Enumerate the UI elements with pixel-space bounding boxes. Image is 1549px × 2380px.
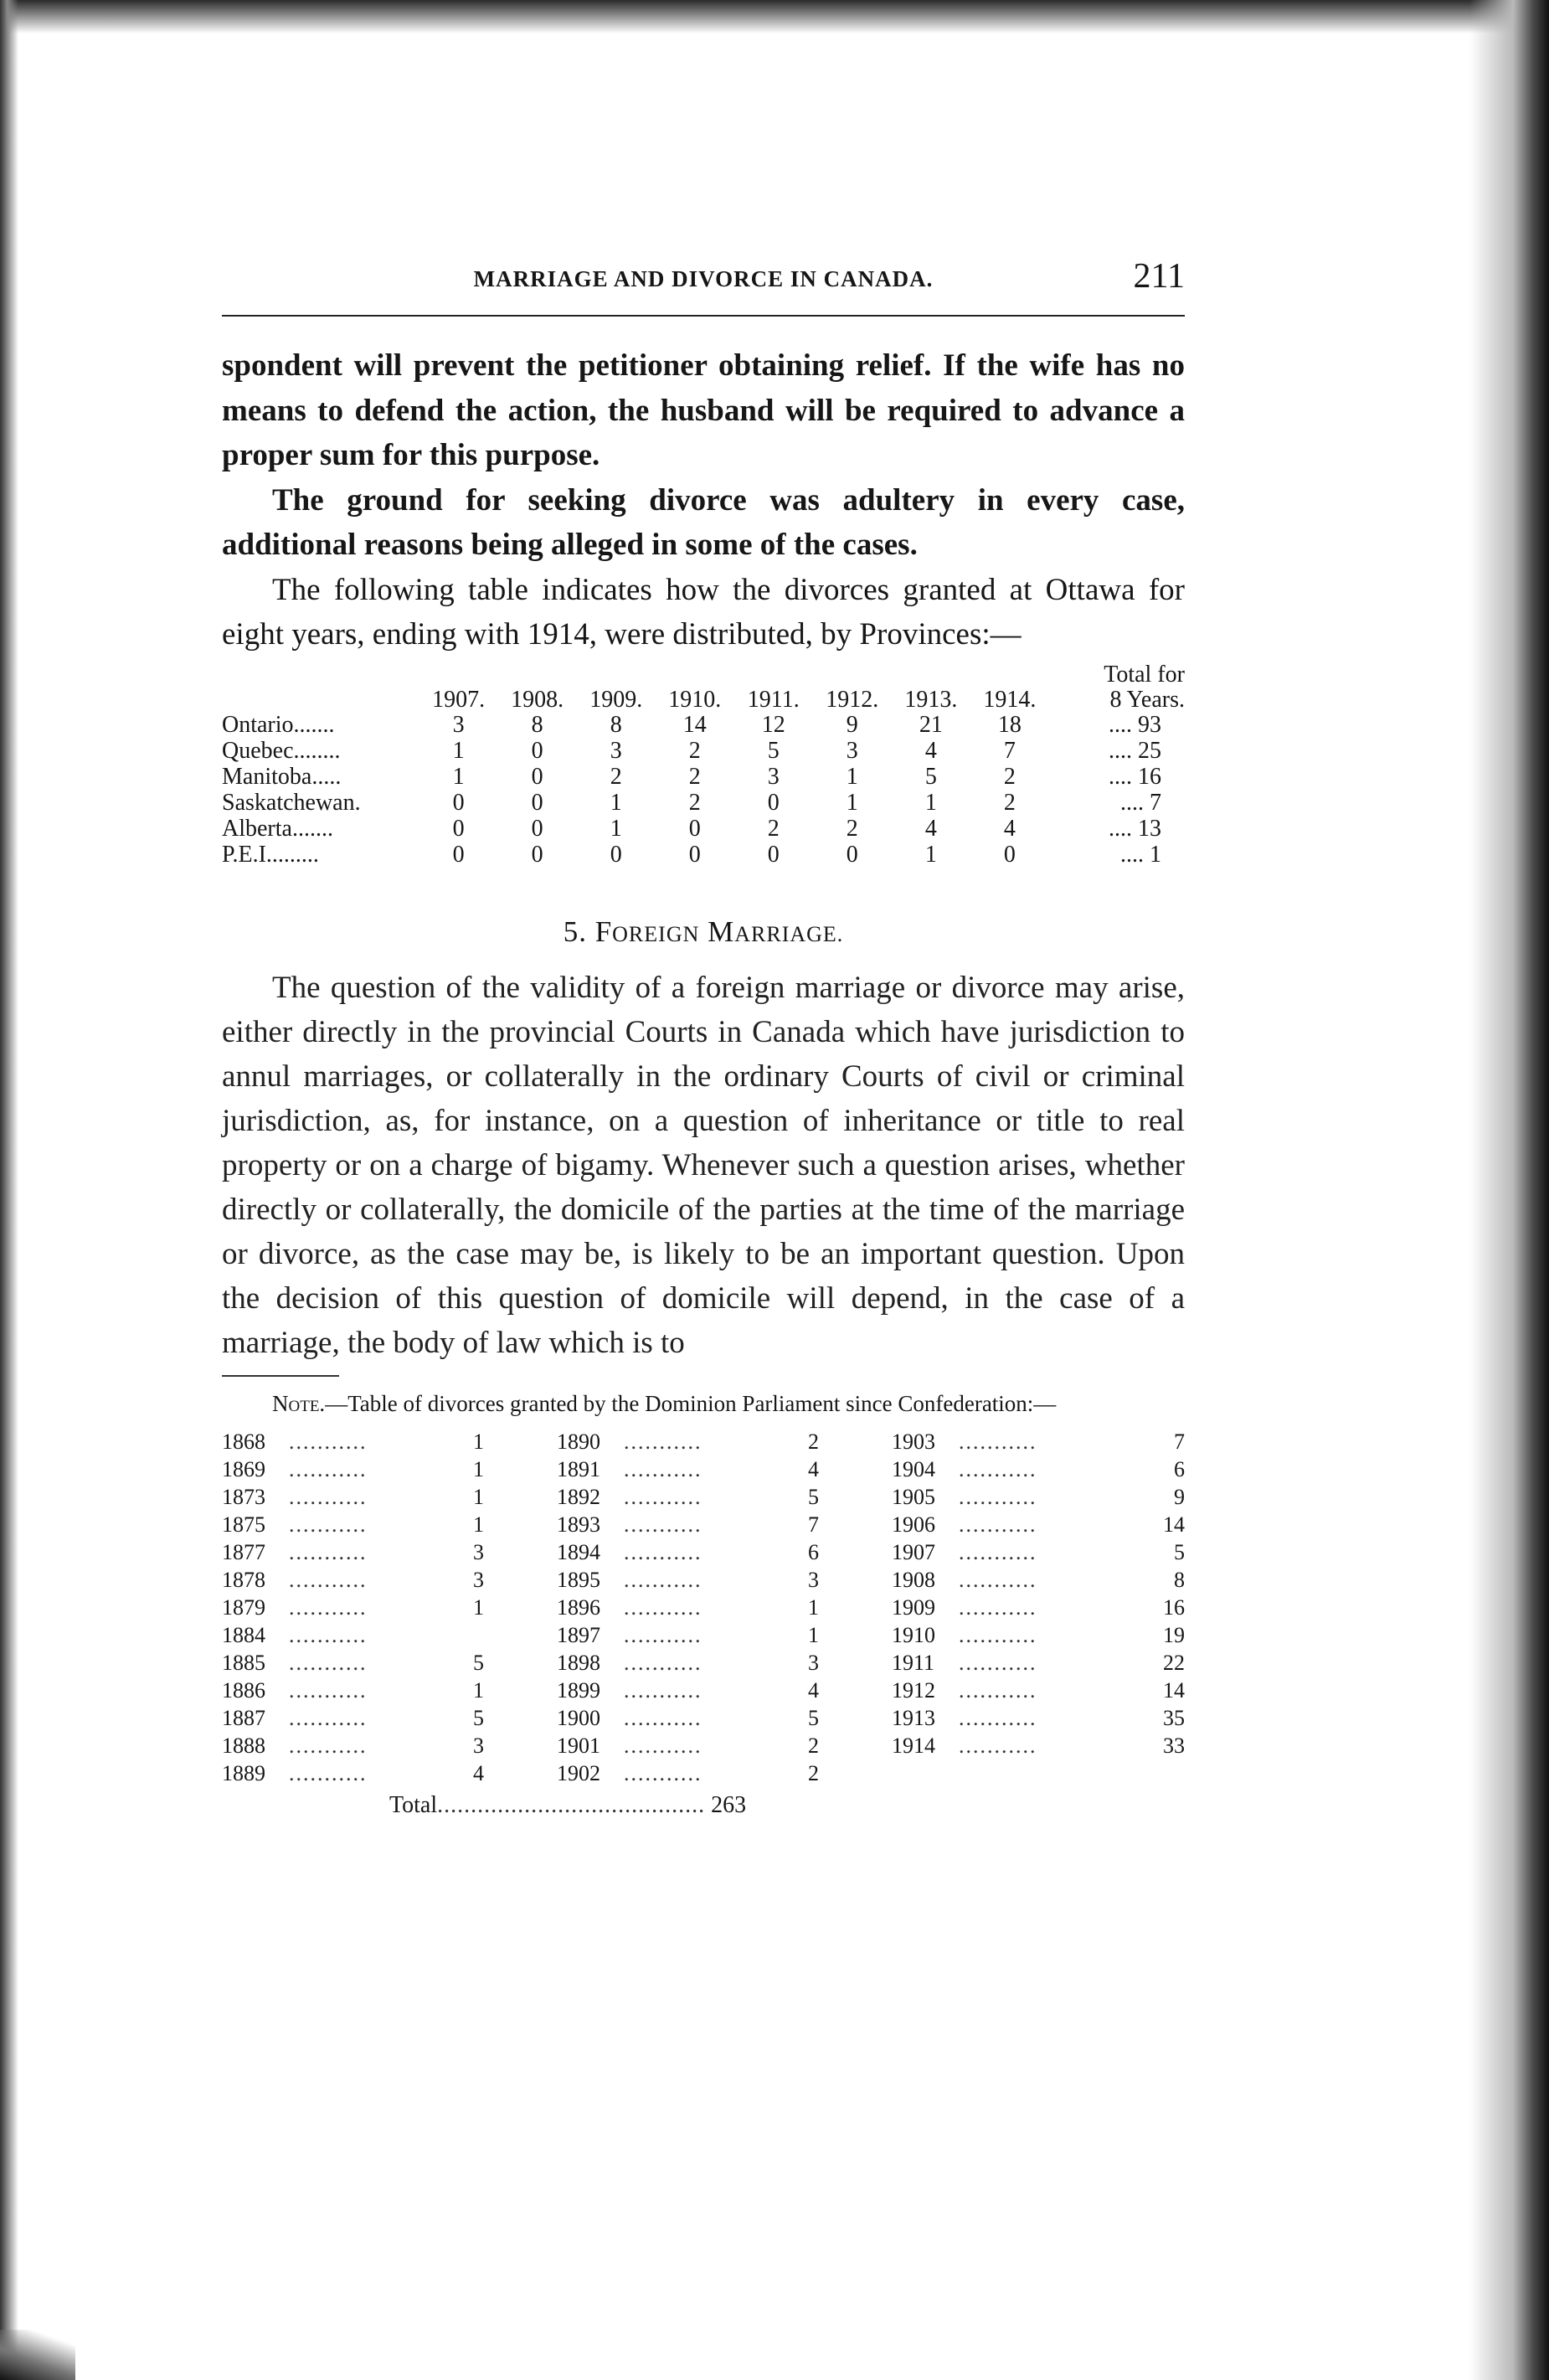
table-row [222, 765, 1185, 791]
count-cell: 7 [1174, 1429, 1185, 1454]
year-cell: 1891 [557, 1456, 600, 1481]
table-row [222, 1483, 1185, 1511]
running-title: MARRIAGE AND DIVORCE IN CANADA. [473, 266, 934, 291]
table-row [222, 713, 1185, 739]
footnote-text [222, 1392, 1185, 1416]
year-cell: 1905 [892, 1484, 935, 1509]
year-cell: 1879 [222, 1594, 265, 1620]
province-cell [222, 791, 419, 817]
total-value: 7 [1150, 790, 1161, 816]
column-gap [543, 1511, 557, 1538]
year-cell: 1869 [222, 1456, 265, 1481]
dot-leader: ........... [624, 1650, 702, 1675]
page-number: 211 [1133, 257, 1185, 296]
count-cell: 2 [808, 1733, 819, 1758]
dot-leader: ........... [959, 1429, 1037, 1454]
year-cell: 1899 [557, 1677, 600, 1703]
table-row [222, 1455, 1185, 1483]
divorce-count-cell: 8 [531, 712, 543, 738]
divorce-count-cell: 0 [531, 816, 543, 842]
year-cell: 1885 [222, 1650, 265, 1675]
dot-leader: ........... [624, 1677, 702, 1703]
total-value: 93 [1138, 712, 1161, 738]
column-gap [878, 1732, 892, 1759]
column-gap [878, 1566, 892, 1594]
section-title-rest: OREIGN [612, 921, 700, 946]
dot-leader: .... [1120, 842, 1144, 868]
province-cell [222, 842, 419, 868]
dot-leader: ........... [624, 1539, 702, 1564]
section-title-cap: F [594, 914, 613, 948]
divorce-count-cell: 2 [688, 790, 701, 816]
column-gap [878, 1677, 892, 1704]
divorce-count-cell: 1 [610, 816, 622, 842]
dot-leader: ....... [293, 712, 335, 738]
divorce-count-cell: 0 [452, 816, 465, 842]
column-gap [878, 1538, 892, 1566]
province-name: Ontario [222, 712, 294, 738]
province-header [222, 662, 419, 713]
running-head [222, 251, 1185, 301]
column-gap [543, 1732, 557, 1759]
scan-edge-top [0, 0, 1549, 33]
dot-leader: ........... [289, 1622, 368, 1647]
count-cell: 3 [473, 1539, 484, 1564]
count-cell: 5 [473, 1705, 484, 1730]
province-name: Alberta [222, 816, 292, 842]
count-cell: 5 [1174, 1539, 1185, 1564]
count-cell: 1 [473, 1512, 484, 1537]
year-header: 1914. [983, 686, 1037, 713]
table-row [222, 791, 1185, 817]
dot-leader: ........... [289, 1650, 368, 1675]
dot-leader: ........... [959, 1484, 1037, 1509]
table-header-row [222, 662, 1185, 713]
divorce-count-cell: 2 [688, 738, 701, 764]
province-table-body [222, 713, 1185, 868]
total-header-line: Total for [1104, 661, 1185, 688]
dot-leader: ........... [959, 1512, 1037, 1537]
count-cell: 22 [1163, 1650, 1185, 1675]
column-gap [878, 1455, 892, 1483]
count-cell: 1 [473, 1484, 484, 1509]
divorce-count-cell: 1 [452, 738, 465, 764]
province-cell [222, 739, 419, 765]
table-row [222, 1511, 1185, 1538]
province-cell [222, 713, 419, 739]
province-name: P.E.I [222, 842, 266, 868]
year-cell: 1894 [557, 1539, 600, 1564]
column-gap [878, 1621, 892, 1649]
dot-leader: ........... [624, 1456, 702, 1481]
column-gap [543, 1428, 557, 1455]
dot-leader: ........... [289, 1484, 368, 1509]
section-title-rest: ARRIAGE. [734, 921, 844, 946]
table-row [222, 1621, 1185, 1649]
dot-leader: ........... [624, 1567, 702, 1592]
dominion-table-body [222, 1428, 1185, 1787]
section-heading [222, 915, 1185, 949]
dot-leader: .... [1109, 764, 1132, 790]
count-cell [473, 1621, 543, 1649]
divorce-count-cell: 7 [1003, 738, 1016, 764]
divorce-count-cell: 2 [767, 816, 780, 842]
divorce-count-cell: 0 [610, 842, 622, 868]
divorce-count-cell: 3 [610, 738, 622, 764]
column-gap [543, 1594, 557, 1621]
dot-leader: .... [1120, 790, 1144, 816]
year-cell: 1904 [892, 1456, 935, 1481]
province-cell [222, 765, 419, 791]
column-gap [878, 1428, 892, 1455]
dot-leader: .... [1109, 738, 1132, 764]
table-row [222, 1566, 1185, 1594]
year-header: 1913. [904, 686, 958, 713]
count-cell: 1 [473, 1456, 484, 1481]
divorce-count-cell: 4 [1003, 816, 1016, 842]
dot-leader: ........... [289, 1705, 368, 1730]
dot-leader: ........... [289, 1456, 368, 1481]
divorce-count-cell: 2 [688, 764, 701, 790]
dot-leader: ........... [959, 1594, 1037, 1620]
column-gap [878, 1511, 892, 1538]
footnote-rule [222, 1375, 339, 1377]
table-row [222, 1759, 1185, 1787]
divorce-count-cell: 0 [531, 738, 543, 764]
table-row [222, 1677, 1185, 1704]
year-cell: 1906 [892, 1512, 935, 1537]
count-cell: 1 [473, 1429, 484, 1454]
table-row [222, 1538, 1185, 1566]
year-cell: 1873 [222, 1484, 265, 1509]
divorce-count-cell: 3 [767, 764, 780, 790]
dot-leader: ..... [311, 764, 342, 790]
year-cell: 1895 [557, 1567, 600, 1592]
total-header [1049, 662, 1185, 713]
province-divorce-table [222, 662, 1185, 868]
dot-leader [959, 1759, 1143, 1787]
count-cell: 5 [808, 1705, 819, 1730]
year-cell: 1912 [892, 1677, 935, 1703]
province-name: Quebec [222, 738, 294, 764]
count-cell: 4 [473, 1760, 484, 1785]
column-gap [543, 1538, 557, 1566]
year-cell: 1897 [557, 1622, 600, 1647]
divorce-count-cell: 5 [924, 764, 937, 790]
divorce-count-cell: 2 [846, 816, 858, 842]
column-gap [878, 1704, 892, 1732]
year-cell: 1875 [222, 1512, 265, 1537]
column-gap [878, 1594, 892, 1621]
divorce-count-cell: 4 [924, 816, 937, 842]
divorce-count-cell: 2 [1003, 764, 1016, 790]
dot-leader: .... [1109, 816, 1132, 842]
scan-edge-left [0, 0, 18, 2380]
year-cell: 1887 [222, 1705, 265, 1730]
year-header: 1912. [826, 686, 879, 713]
total-cell [1049, 842, 1185, 868]
header-rule [222, 315, 1185, 317]
table-row [222, 1704, 1185, 1732]
count-cell: 1 [473, 1677, 484, 1703]
count-cell: 3 [808, 1567, 819, 1592]
dot-leader: ........... [289, 1512, 368, 1537]
year-header: 1908. [511, 686, 564, 713]
total-value: 1 [1150, 842, 1161, 868]
dot-leader: ........... [624, 1512, 702, 1537]
dot-leader: ........... [959, 1650, 1037, 1675]
province-cell [222, 817, 419, 842]
dot-leader: ........... [289, 1567, 368, 1592]
dot-leader: ........... [289, 1760, 368, 1785]
year-cell: 1884 [222, 1622, 265, 1647]
column-gap [543, 1649, 557, 1677]
year-cell: 1889 [222, 1760, 265, 1785]
count-cell: 4 [808, 1456, 819, 1481]
footnote-total [389, 1792, 1185, 1819]
year-header: 1911. [747, 686, 800, 713]
total-cell [1049, 791, 1185, 817]
body-paragraph: The following table indicates how the divorces granted at Ottawa for eight years, ending with 1914, were distributed, by Provinces:— [222, 572, 1185, 652]
year-cell: 1914 [892, 1733, 935, 1758]
divorce-count-cell: 0 [767, 842, 780, 868]
count-cell: 33 [1163, 1733, 1185, 1758]
year-header: 1907. [432, 686, 486, 713]
year-cell: 1890 [557, 1429, 600, 1454]
column-gap [878, 1649, 892, 1677]
divorce-count-cell: 0 [688, 842, 701, 868]
section-paragraph: The question of the validity of a foreign marriage or divorce may arise, either directly in the provincial Courts in Canada which have jurisdiction to annul marriages, or collaterally in the ordinary Courts of civil or criminal jurisdiction, as, for instance, on a question of inheritance or title to real property or on a charge of bigamy. Whenever such a question arises, whether directly or collaterally, the domicile of the parties at the time of the marriage or divorce, as the case may be, is likely to be an important question. Upon the decision of this question of domicile will depend, in the case of a marriage, the body of law which is to [222, 970, 1185, 1360]
divorce-count-cell: 0 [531, 842, 543, 868]
year-cell: 1908 [892, 1567, 935, 1592]
total-value: 16 [1138, 764, 1161, 790]
body-paragraph: spondent will prevent the petitioner obtaining relief. If the wife has no means to defend the action, the husband will be required to advance a proper sum for this purpose. [222, 348, 1185, 472]
table-row [222, 1649, 1185, 1677]
year-cell: 1896 [557, 1594, 600, 1620]
divorce-count-cell: 1 [846, 764, 858, 790]
dot-leader: ........... [624, 1760, 702, 1785]
divorce-count-cell: 2 [610, 764, 622, 790]
year-cell: 1913 [892, 1705, 935, 1730]
divorce-count-cell: 4 [924, 738, 937, 764]
dot-leader: ........... [959, 1677, 1037, 1703]
table-row [222, 739, 1185, 765]
dot-leader: ........... [624, 1705, 702, 1730]
table-row [222, 1732, 1185, 1759]
total-value: 13 [1138, 816, 1161, 842]
total-cell [1049, 817, 1185, 842]
year-cell: 1900 [557, 1705, 600, 1730]
dot-leader: ........... [959, 1705, 1037, 1730]
column-gap [543, 1455, 557, 1483]
divorce-count-cell: 0 [531, 790, 543, 816]
column-gap [878, 1759, 892, 1787]
count-cell: 5 [808, 1484, 819, 1509]
province-name: Manitoba [222, 764, 312, 790]
year-cell: 1901 [557, 1733, 600, 1758]
divorce-count-cell: 0 [452, 842, 465, 868]
divorce-count-cell: 0 [1003, 842, 1016, 868]
count-cell: 1 [808, 1594, 819, 1620]
count-cell: 16 [1163, 1594, 1185, 1620]
divorce-count-cell: 0 [531, 764, 543, 790]
column-gap [878, 1483, 892, 1511]
divorce-count-cell: 18 [997, 712, 1022, 738]
total-label: Total [389, 1791, 438, 1818]
count-cell: 3 [808, 1650, 819, 1675]
divorce-count-cell: 0 [846, 842, 858, 868]
count-cell: 7 [808, 1512, 819, 1537]
count-cell: 35 [1163, 1705, 1185, 1730]
count-cell: 6 [808, 1539, 819, 1564]
count-cell: 2 [808, 1429, 819, 1454]
column-gap [543, 1704, 557, 1732]
table-row [222, 1594, 1185, 1621]
divorce-count-cell: 1 [452, 764, 465, 790]
year-cell: 1911 [892, 1650, 935, 1675]
total-cell [1049, 739, 1185, 765]
dot-leader: ........... [624, 1594, 702, 1620]
divorce-count-cell: 3 [452, 712, 465, 738]
divorce-count-cell: 0 [767, 790, 780, 816]
dot-leader: .... [1109, 712, 1132, 738]
year-cell: 1892 [557, 1484, 600, 1509]
section-number: 5. [563, 914, 587, 948]
count-cell: 1 [473, 1594, 484, 1620]
table-row [222, 817, 1185, 842]
year-cell: 1910 [892, 1622, 935, 1647]
total-leader: ........................................ [437, 1791, 706, 1818]
year-cell: 1909 [892, 1594, 935, 1620]
table-row [222, 842, 1185, 868]
divorce-count-cell: 2 [1003, 790, 1016, 816]
divorce-count-cell: 1 [610, 790, 622, 816]
year-cell: 1877 [222, 1539, 265, 1564]
divorce-count-cell: 1 [924, 842, 937, 868]
count-cell: 8 [1174, 1567, 1185, 1592]
divorce-count-cell: 8 [610, 712, 622, 738]
dot-leader: ........... [289, 1429, 368, 1454]
count-cell: 14 [1163, 1677, 1185, 1703]
count-cell: 5 [473, 1650, 484, 1675]
divorce-count-cell: 3 [846, 738, 858, 764]
scan-edge-right [1469, 0, 1549, 2380]
count-cell: 9 [1174, 1484, 1185, 1509]
dominion-divorce-table [222, 1428, 1185, 1787]
year-cell: 1886 [222, 1677, 265, 1703]
year-cell: 1898 [557, 1650, 600, 1675]
dot-leader: ........... [624, 1484, 702, 1509]
column-gap [543, 1677, 557, 1704]
year-cell: 1903 [892, 1429, 935, 1454]
section-title-cap: M [708, 914, 735, 948]
total-cell [1049, 713, 1185, 739]
year-cell: 1878 [222, 1567, 265, 1592]
divorce-count-cell: 5 [767, 738, 780, 764]
book-page [222, 251, 1185, 1819]
count-cell: 19 [1163, 1622, 1185, 1647]
dot-leader: ........... [959, 1456, 1037, 1481]
divorce-count-cell: 0 [688, 816, 701, 842]
dot-leader: ......... [265, 842, 319, 868]
footnote-body: —Table of divorces granted by the Dominion Parliament since Confederation:— [325, 1390, 1057, 1416]
total-value: 263 [711, 1791, 747, 1818]
count-cell: 2 [808, 1760, 819, 1785]
total-value: 25 [1138, 738, 1161, 764]
dot-leader: ........... [289, 1733, 368, 1758]
dot-leader: ........... [624, 1622, 702, 1647]
divorce-count-cell: 0 [452, 790, 465, 816]
dot-leader: ........... [959, 1539, 1037, 1564]
dot-leader: ....... [291, 816, 333, 842]
divorce-count-cell: 1 [924, 790, 937, 816]
dot-leader: ........... [959, 1733, 1037, 1758]
year-cell: 1888 [222, 1733, 265, 1758]
count-cell: 1 [808, 1622, 819, 1647]
year-cell: 1902 [557, 1760, 600, 1785]
dot-leader: ........... [289, 1677, 368, 1703]
dot-leader: ........... [289, 1539, 368, 1564]
year-header: 1910. [668, 686, 722, 713]
table-row [222, 1428, 1185, 1455]
column-gap [543, 1759, 557, 1787]
column-gap [543, 1621, 557, 1649]
body-paragraph: The ground for seeking divorce was adultery in every case, additional reasons being alleged in some of the cases. [222, 482, 1185, 562]
year-header: 1909. [589, 686, 643, 713]
dot-leader: ........... [289, 1594, 368, 1620]
dot-leader: ........... [624, 1429, 702, 1454]
dot-leader: ........... [959, 1567, 1037, 1592]
dot-leader: ........... [624, 1733, 702, 1758]
dot-leader: ........ [293, 738, 341, 764]
count-cell [1143, 1759, 1185, 1787]
count-cell: 14 [1163, 1512, 1185, 1537]
total-header-line: 8 Years. [1109, 686, 1185, 713]
year-cell [892, 1759, 959, 1787]
count-cell: 4 [808, 1677, 819, 1703]
divorce-count-cell: 1 [846, 790, 858, 816]
count-cell: 3 [473, 1733, 484, 1758]
count-cell: 3 [473, 1567, 484, 1592]
divorce-count-cell: 21 [919, 712, 943, 738]
footnote-label: Note. [272, 1390, 326, 1416]
scan-edge-corner [0, 2330, 75, 2380]
total-cell [1049, 765, 1185, 791]
year-cell: 1907 [892, 1539, 935, 1564]
column-gap [543, 1566, 557, 1594]
divorce-count-cell: 12 [761, 712, 785, 738]
column-gap [543, 1483, 557, 1511]
year-cell: 1893 [557, 1512, 600, 1537]
dot-leader: ........... [959, 1622, 1037, 1647]
divorce-count-cell: 9 [846, 712, 858, 738]
year-cell: 1868 [222, 1429, 265, 1454]
count-cell: 6 [1174, 1456, 1185, 1481]
divorce-count-cell: 14 [682, 712, 707, 738]
province-name: Saskatchewan. [222, 790, 361, 816]
